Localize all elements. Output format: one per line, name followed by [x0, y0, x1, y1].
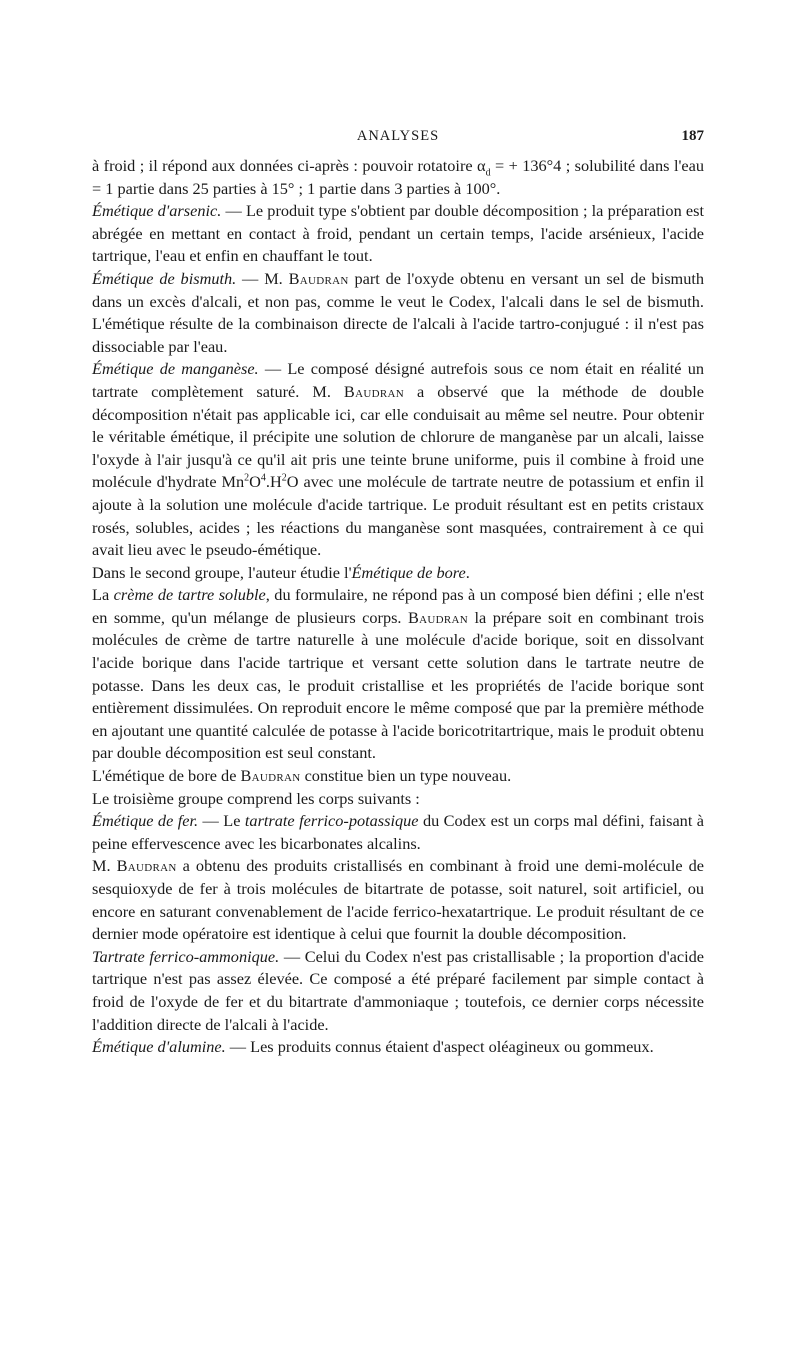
text-run: M.: [92, 856, 117, 876]
text-run: — M.: [236, 268, 289, 288]
text-run: — Les produits connus étaient d'aspect oléagineux ou gommeux.: [225, 1037, 654, 1057]
section-title: tartrate ferrico-potassique: [244, 811, 419, 831]
paragraph-emetique-fer: [92, 810, 704, 855]
paragraph-emetique-bore: [92, 765, 704, 788]
page-number: 187: [681, 128, 704, 144]
text-run: , du formulaire, ne répond pas à un composé bien défini ; elle n'est en somme, qu'un mélange de plusieurs corps.: [92, 585, 704, 627]
paragraph-tartrate-ferrico-ammonique: [92, 946, 704, 1036]
superscript: 4: [260, 472, 266, 484]
paragraph-emetique-alumine: [92, 1036, 704, 1059]
running-title: ANALYSES: [356, 128, 440, 144]
text-run: a observé que la méthode de double décomposition n'était pas applicable ici, car elle conduisait au même sel neutre. Pour obtenir le véritable émétique, il précipite une solution de chlorure de manganèse par un alcali, laisse l'oxyde à l'air jusqu'à ce qu'il ait pris une teinte brune uniforme, puis il combine à froid une molécule d'hydrate Mn: [92, 381, 704, 492]
text-run: L'émétique de bore de: [92, 766, 241, 786]
paragraph-creme-de-tartre: [92, 584, 704, 765]
body-text: [92, 155, 704, 1059]
superscript: 2: [244, 472, 250, 484]
text-run: à froid ; il répond aux données ci-après : pouvoir rotatoire α: [92, 156, 486, 175]
text-run: la prépare soit en combinant trois molécules de crème de tartre naturelle à une molécule d'acide borique, soit en dissolvant l'acide borique dans l'acide tartrique et versant cette solution dans le tartrate neutre de potasse. Dans les deux cas, le produit cristallise et les propriétés de l'acide borique sont entièrement dissimulées. On reproduit encore le même composé que par la première méthode en ajoutant une quantité calculée de potasse à l'acide boricotritartrique, mais le produit obtenu par double décomposition est seul constant.: [92, 607, 704, 763]
section-title: Émétique d'arsenic.: [92, 201, 222, 221]
section-title: Émétique de bismuth.: [92, 268, 237, 288]
text-run: O avec une molécule de tartrate neutre de potassium et enfin il ajoute à la solution une molécule d'acide tartrique. Le produit résultant est en petits cristaux rosés, solubles, acides ; les réactions du manganèse sont masquées, contrairement à ce qui avait lieu avec le pseudo-émétique.: [92, 472, 704, 560]
section-title: Tartrate ferrico-ammonique.: [92, 946, 280, 966]
text-run: Dans le second groupe, l'auteur étudie l': [92, 562, 352, 582]
author-name: Baudran: [240, 766, 301, 786]
author-name: Baudran: [116, 856, 177, 876]
text-run: a obtenu des produits cristallisés en combinant à froid une demi-molécule de sesquioxyde de fer à trois molécules de bitartrate de potasse, soit naturel, soit artificiel, ou encore en saturant convenablement de l'acide ferrico-hexatartrique. Le produit résultant de ce dernier mode opératoire est identique à celui que fournit la double décomposition.: [92, 856, 704, 944]
paragraph-rotatory-power: [92, 155, 704, 200]
subscript: d: [485, 167, 491, 179]
author-name: Baudran: [343, 381, 404, 401]
text-run: constitue bien un type nouveau.: [300, 766, 512, 786]
section-title: Émétique d'alumine.: [92, 1037, 226, 1057]
text-run: part de l'oxyde obtenu en versant un sel de bismuth dans un excès d'alcali, et non pas, comme le veut le Codex, l'alcali dans le sel de bismuth. L'émétique résulte de la combinaison directe de l'alcali à l'acide tartro-conjugué : il n'est pas dissociable par l'eau.: [92, 268, 705, 356]
text-run: — Le produit type s'obtient par double décomposition ; la préparation est abrégée en mettant en contact à froid, pendant un certain temps, l'acide arsénieux, l'acide tartrique, l'eau et enfin en chauffant le tout.: [92, 201, 704, 266]
text-run: — Le composé désigné autrefois sous ce nom était en réalité un tartrate complètement saturé. M.: [92, 359, 705, 401]
author-name: Baudran: [288, 268, 349, 288]
paragraph-baudran-fer: [92, 855, 704, 945]
paragraph-emetique-manganese: [92, 358, 704, 561]
section-title: Émétique de manganèse.: [92, 359, 259, 379]
text-run: O: [249, 472, 261, 492]
section-title: Émétique de bore: [351, 562, 466, 582]
section-title: Émétique de fer.: [92, 811, 199, 831]
paragraph-third-group: Le troisième groupe comprend les corps suivants :: [92, 788, 420, 808]
text-run: — Le: [198, 811, 245, 831]
author-name: Baudran: [407, 607, 468, 627]
text-run: — Celui du Codex n'est pas cristallisable ; la proportion d'acide tartrique n'est pas assez élevée. Ce composé a été préparé facilement par simple contact à froid de l'oxyde de fer et du bitartrate d'ammoniaque ; toutefois, ce dernier corps nécessite l'addition directe de l'alcali à l'acide.: [92, 946, 704, 1034]
text-run: du Codex est un corps mal défini, faisant à peine effervescence avec les bicarbonates alcalins.: [92, 811, 705, 853]
paragraph-emetique-bismuth: [92, 268, 704, 358]
section-title: crème de tartre soluble: [113, 585, 266, 605]
text-run: La: [92, 585, 114, 605]
paragraph-second-group: [92, 562, 704, 585]
page-header: [92, 128, 704, 150]
paragraph-emetique-arsenic: [92, 200, 704, 268]
superscript: 2: [281, 472, 287, 484]
text-run: .H: [265, 472, 282, 492]
text-run: .: [465, 562, 470, 582]
text-run: = + 136°4 ; solubilité dans l'eau = 1 partie dans 25 parties à 15° ; 1 partie dans 3 parties à 100°.: [92, 156, 704, 198]
